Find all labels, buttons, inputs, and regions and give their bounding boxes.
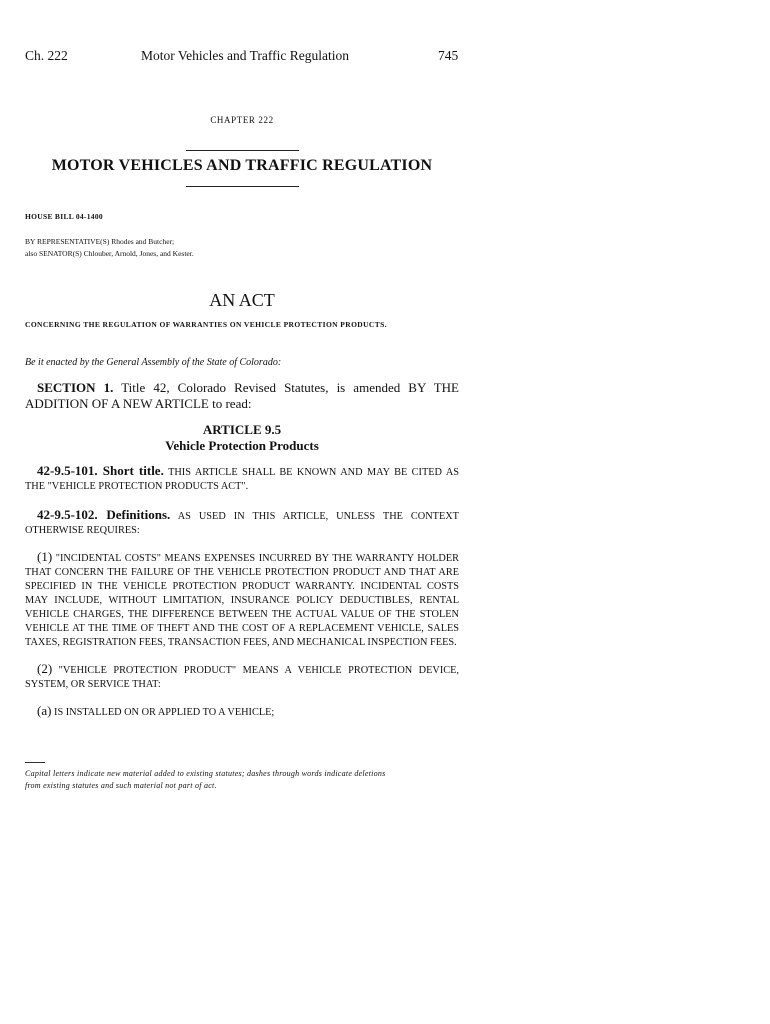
short-title-label: 42-9.5-101. Short title. bbox=[37, 463, 164, 478]
definition-2a-text: IS INSTALLED ON OR APPLIED TO A VEHICLE; bbox=[54, 707, 275, 718]
section-1 bbox=[25, 380, 459, 412]
sponsors bbox=[25, 236, 194, 260]
definition-2-text: "VEHICLE PROTECTION PRODUCT" MEANS A VEHICLE PROTECTION DEVICE, SYSTEM, OR SERVICE THAT: bbox=[25, 665, 460, 690]
section-definitions bbox=[25, 508, 459, 538]
chapter-title: MOTOR VEHICLES AND TRAFFIC REGULATION bbox=[51, 157, 433, 174]
definition-1-label: (1) bbox=[37, 549, 53, 564]
running-header-title: Motor Vehicles and Traffic Regulation bbox=[141, 48, 349, 63]
definition-2a-label: (a) bbox=[37, 703, 52, 718]
section-1-text: Title 42, Colorado Revised Statutes, is amended BY THE ADDITION OF A NEW ARTICLE to read: bbox=[25, 380, 459, 411]
title-rule-bottom bbox=[186, 186, 299, 187]
footnote-line-1: Capital letters indicate new material added to existing statutes; dashes through words indicate deletions bbox=[25, 769, 386, 778]
chapter-label: CHAPTER 222 bbox=[210, 115, 274, 125]
short-title-text: THIS ARTICLE SHALL BE KNOWN AND MAY BE CITED AS THE "VEHICLE PROTECTION PRODUCTS ACT". bbox=[25, 467, 459, 492]
act-concerning: CONCERNING THE REGULATION OF WARRANTIES ON VEHICLE PROTECTION PRODUCTS. bbox=[25, 320, 387, 329]
section-1-label: SECTION 1. bbox=[37, 380, 114, 395]
running-header-chapter: Ch. 222 bbox=[25, 48, 68, 63]
bill-number: HOUSE BILL 04-1400 bbox=[25, 212, 103, 221]
footnote bbox=[25, 768, 459, 792]
definition-vehicle-protection-product bbox=[25, 662, 459, 692]
footnote-line-2: from existing statutes and such material not part of act. bbox=[25, 781, 217, 790]
article-number: ARTICLE 9.5 bbox=[202, 422, 282, 437]
definition-incidental-costs bbox=[25, 550, 459, 650]
page-number: 745 bbox=[438, 48, 459, 63]
footnote-rule bbox=[25, 762, 45, 763]
article-heading bbox=[25, 422, 459, 454]
definition-2-label: (2) bbox=[37, 661, 53, 676]
enacting-clause: Be it enacted by the General Assembly of the State of Colorado: bbox=[25, 357, 282, 368]
article-title: Vehicle Protection Products bbox=[165, 438, 319, 453]
act-heading: AN ACT bbox=[209, 290, 275, 310]
sponsor-representatives: BY REPRESENTATIVE(S) Rhodes and Butcher; bbox=[25, 237, 175, 246]
sponsor-senators: also SENATOR(S) Chlouber, Arnold, Jones, and Kester. bbox=[25, 249, 194, 258]
definition-2a bbox=[25, 704, 459, 720]
definition-1-text: "INCIDENTAL COSTS" MEANS EXPENSES INCURRED BY THE WARRANTY HOLDER THAT CONCERN THE FAILURE OF THE VEHICLE PROTECTION PRODUCT AND THAT ARE SPECIFIED IN THE VEHICLE PROTECTION PRODUCT WARRANTY. INCIDENTAL COSTS MAY INCLUDE, WITHOUT LIMITATION, INSURANCE POLICY DEDUCTIBLES, RENTAL VEHICLE CHARGES, THE DIFFERENCE BETWEEN THE ACTUAL VALUE OF THE STOLEN VEHICLE AT THE TIME OF THEFT AND THE COST OF A REPLACEMENT VEHICLE, SALES TAXES, REGISTRATION FEES, TRANSACTION FEES, AND MECHANICAL INSPECTION FEES. bbox=[25, 553, 460, 648]
definitions-label: 42-9.5-102. Definitions. bbox=[37, 507, 171, 522]
section-short-title bbox=[25, 464, 459, 494]
title-rule-top bbox=[186, 150, 299, 151]
definitions-text: AS USED IN THIS ARTICLE, UNLESS THE CONTEXT OTHERWISE REQUIRES: bbox=[25, 511, 459, 536]
